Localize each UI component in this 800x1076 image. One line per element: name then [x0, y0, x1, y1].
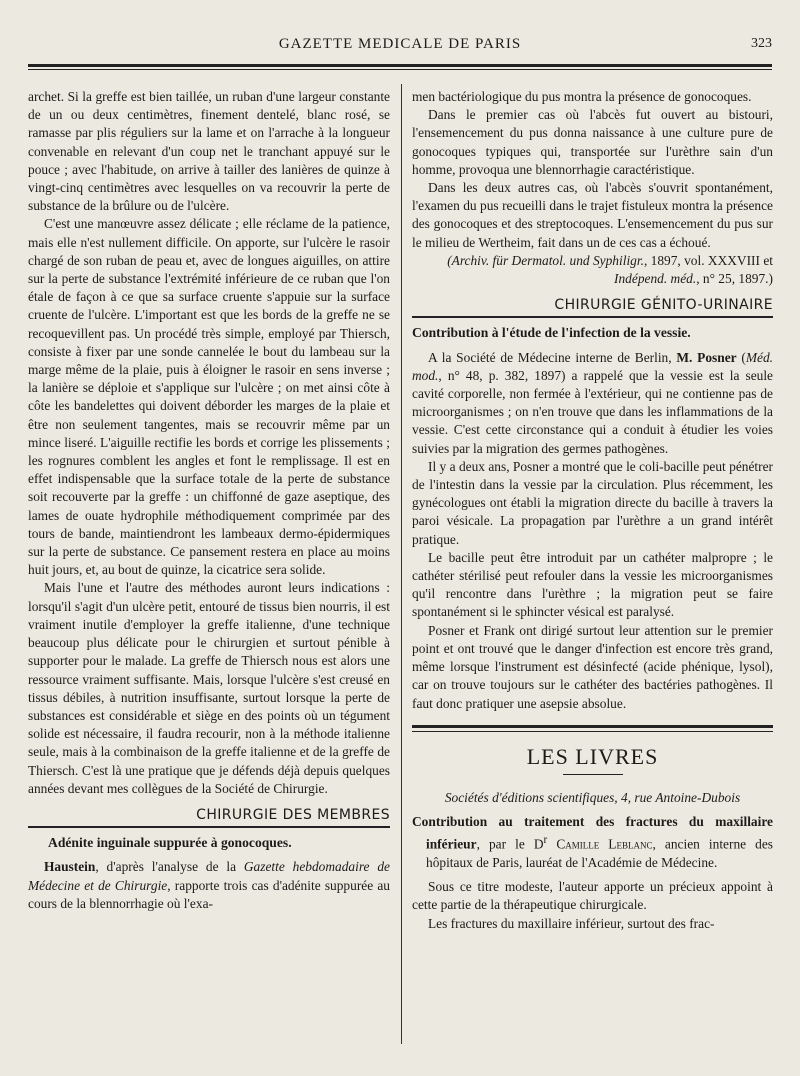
books-heading: LES LIVRES: [526, 743, 659, 769]
paragraph: Posner et Frank ont dirigé surtout leur attention sur le premier point et ont trouvé que le danger d'infection est encore très grand, même lorsque l'instrument est désinfecté (acide phénique, lysol), car on trouve toujours sur le cathéter des bactéries pathogènes. Il faut donc pratiquer une asepsie absolue.: [412, 622, 773, 711]
paragraph: [412, 349, 773, 458]
left-column: [28, 88, 390, 913]
books-rule-thin: [412, 731, 773, 732]
citation-journal: (Archiv. für Dermatol. und Syphiligr.: [447, 252, 644, 268]
paragraph: Les fractures du maxillaire inférieur, surtout des frac-: [428, 915, 715, 931]
publisher-line: Sociétés d'éditions scientifiques, 4, rue Antoine-Dubois: [444, 789, 741, 805]
text-run: , rapporte trois cas d'adénite suppurée au cours de la blennorrhagie où l'exa-: [28, 877, 390, 911]
page-number: 323: [751, 36, 772, 51]
paragraph: Sous ce titre modeste, l'auteur apporte un précieux appoint à cette partie de la thérapeutique chirurgicale.: [412, 879, 773, 913]
section-heading-text: CHIRURGIE GÉNITO-URINAIRE: [554, 297, 773, 314]
books-short-rule: [563, 774, 623, 775]
paragraph: men bactériologique du pus montra la présence de gonocoques.: [412, 89, 752, 104]
text-run: , 1897, vol. XXXVIII et: [643, 252, 773, 268]
text-run: , ancien interne des hôpitaux de Paris, lauréat de l'Académie de Médecine.: [426, 836, 773, 870]
book-entry: [412, 813, 773, 872]
book-author: Camille Leblanc: [556, 836, 653, 852]
paragraph: C'est une manœuvre assez délicate ; elle réclame de la patience, mais elle n'est nullement difficile. On apporte, sur l'ulcère le rasoir chargé de son ruban de peau et, avec de longues aiguilles, on attire sur la perte de substance l'extrémité inférieure de ce ruban que l'on étale de façon à ce que sa surface cruente s'appuie sur la surface cruente de l'ulcère. L'important est que les bords de la greffe ne se recoquevillent pas. Un procédé très simple, employé par Thiersch, consiste à fixer par une sonde cannelée le bout du lambeau sur la marge même de la plaie, puis à éloigner le rasoir en sens inverse ; la lanière se déploie et s'applique sur l'ulcère ; on met ainsi côte à côte les bandelettes qui doivent déborder les marges de la plaie et être non seulement tangentes, mais se recouvrir même par un mince liseré. L'aiguille rectifie les bords et corrige les plissements ; les rognures comblent les angles et font le remplissage. Il est en effet indispensable que la surface totale de la perte de substance soit recouverte par la greffe : un chiffonné de gaze aseptique, des lames de ouate hydrophile méthodiquement comprimée par des tours de bande, maintiendront les lambeaux dermo-épidermiques sur la perte de substance. Ce pansement restera en place au moins huit jours, et, au bout de quinze, la cicatrice sera solide.: [28, 216, 390, 578]
author-name: M. Posner: [676, 349, 737, 365]
article-title: Contribution à l'étude de l'infection de la vessie.: [412, 325, 691, 341]
header-rule-thick: [28, 64, 772, 67]
journal-title: GAZETTE MEDICALE DE PARIS: [278, 36, 522, 52]
right-column: [412, 88, 773, 933]
paragraph: Le bacille peut être introduit par un cathéter malpropre ; le cathéter stérilisé peut refouler dans la vessie les microorganismes qu'il rencontre dans l'urèthre ; la migration peut se faire spontanément si le sphincter vésical est paralysé.: [412, 549, 773, 620]
author-name: Haustein: [44, 859, 96, 875]
paragraph: Il y a deux ans, Posner a montré que le coli-bacille peut pénétrer de l'intestin dans la vessie par la circulation. Plus récemment, les gynécologues ont établi la migration directe du bacille à travers la paroi vésicale. La propagation par l'urèthre a un grand intérêt pratique.: [412, 458, 773, 547]
text-run: (: [736, 349, 746, 365]
book-title: Contribution au traitement des fractures du maxillaire inférieur: [412, 814, 773, 852]
text-run: , par le D: [476, 836, 544, 852]
section-heading-chirurgie-membres: [28, 806, 390, 828]
column-divider: [401, 84, 402, 1044]
paragraph: archet. Si la greffe est bien taillée, un ruban d'une largeur constante de un ou deux centimètres, finement dentelé, blanc rosé, se ramasse par plis réguliers sur la lame et on l'arrache à la longueur convenable en relevant d'un coup net le tranchant appuyé sur le pouce ; avec l'habitude, on arrive à tailler des lanières de quinze à vingt-cinq centimètres avec lesquelles on va recouvrir la perte de substance de la brûlure ou de l'ulcère.: [28, 89, 390, 214]
paragraph: Dans les deux autres cas, où l'abcès s'ouvrit spontanément, l'examen du pus recueilli dans le trajet fistuleux montra la présence des gonocoques et des streptocoques. L'ensemencement du pus sur le milieu de Wertheim, fait dans un de ces cas a échoué.: [412, 180, 773, 250]
text-run: r: [543, 834, 548, 847]
header-rule-thin: [28, 69, 772, 70]
article-title: Adénite inguinale suppurée à gonocoques.: [48, 835, 292, 851]
text-run: , n° 48, p. 382, 1897) a rappelé que la vessie est la seule cavité corporelle, non fermée à l'extérieur, qui ne contienne pas de microorganismes ; on n'en trouve que dans les inflammations de la vessie. C'est cette circonstance qui a conduit à étudier les voies suivies par la migration des germes pathogènes.: [412, 367, 773, 456]
section-heading-text: CHIRURGIE DES MEMBRES: [196, 806, 390, 823]
journal-reference: Gazette hebdomadaire de Médecine et de Chirurgie: [28, 859, 390, 893]
paragraph: [28, 858, 390, 913]
books-rule-thick: [412, 725, 773, 728]
citation-journal: Indépend. méd.: [614, 271, 697, 287]
section-heading-chirurgie-genito-urinaire: [412, 296, 773, 318]
journal-reference: Méd. mod.: [412, 349, 773, 383]
paragraph: Mais l'une et l'autre des méthodes auront leurs indications : lorsqu'il s'agit d'un ulcère petit, entouré de tissus bien nourris, il est vraiment inutile d'employer la greffe italienne, d'une technique beaucoup plus délicate pour le chirurgien et surtout pénible à supporter pour le malade. La greffe de Thiersch nous est alors une ressource vraiment suffisante. Mais, lorsque l'ulcère s'est creusé en tissus débiles, à nutrition insuffisante, surtout lorsque la perte de substances est considérable et siège en des points où un tégument solide est nécessaire, il faudra recourir, non à la méthode italienne seule, mais à la combinaison de la greffe italienne et de la greffe de Thiersch. C'est là une pratique que je défends déjà depuis quelques années devant mes collègues de la Société de Chirurgie.: [28, 580, 390, 796]
text-run: A la Société de Médecine interne de Berlin,: [428, 349, 677, 365]
paragraph: Dans le premier cas où l'abcès fut ouvert au bistouri, l'ensemencement du pus donna naissance à une culture pure de gonocoques typiques qui, transportée sur l'urèthre sain d'un homme, provoqua une blennorrhagie caractéristique.: [412, 107, 773, 177]
running-header: [0, 36, 800, 58]
citation: [412, 252, 773, 288]
text-run: , d'après l'analyse de la: [95, 859, 244, 875]
text-run: , n° 25, 1897.): [696, 271, 773, 287]
